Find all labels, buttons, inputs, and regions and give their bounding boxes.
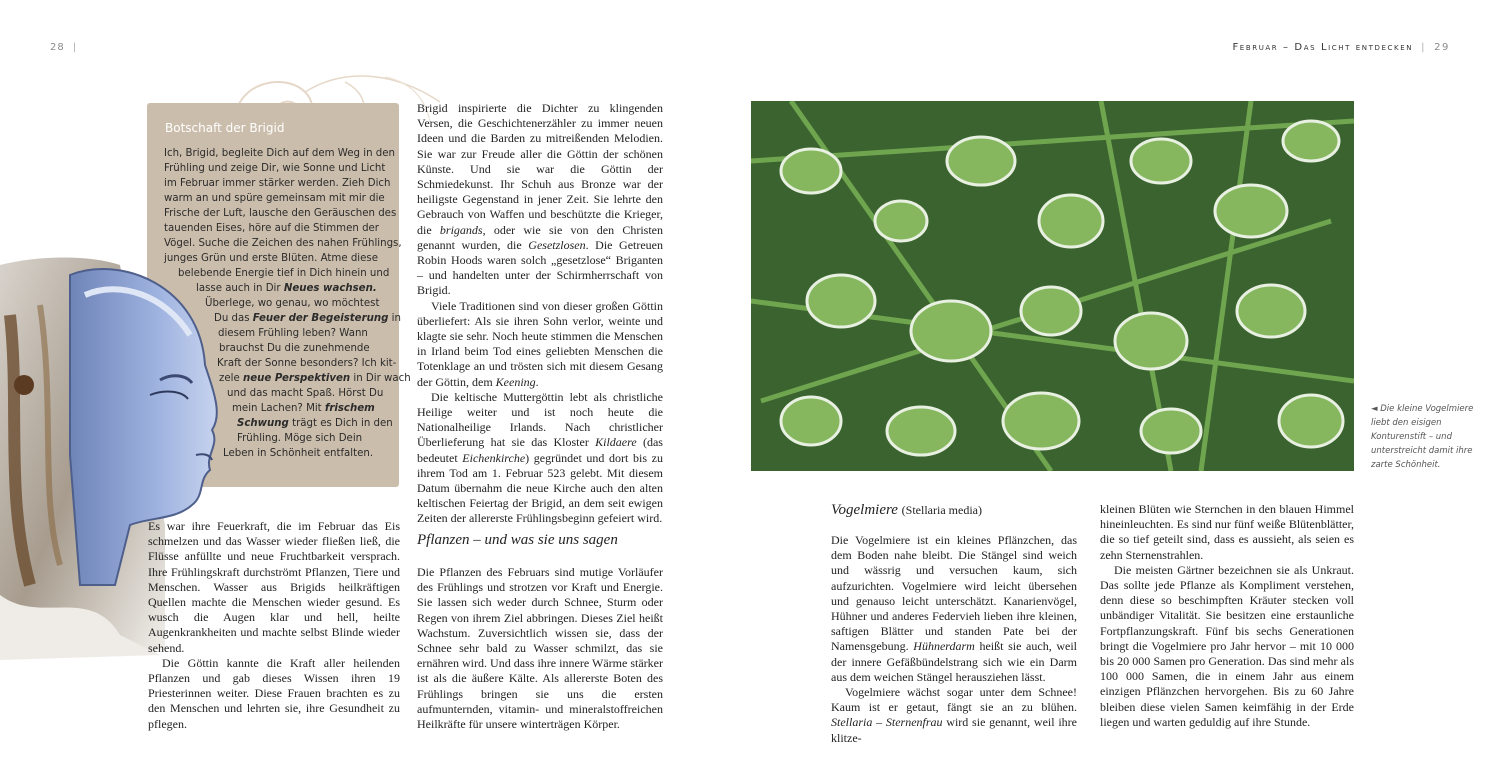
chapter-title: Februar – Das Licht entdecken	[1232, 42, 1414, 53]
photo-caption: ◄ Die kleine Vogelmiere liebt den eisigen Konturenstift – und unterstreicht damit ihre zarte Schönheit.	[1371, 404, 1474, 470]
callout-line: lasse auch in Dir Neues wachsen.	[196, 283, 377, 294]
paragraph: Die Vogelmiere ist ein kleines Pflänzchen, das dem Boden nahe bleibt. Die Stängel sind weich und wässrig und versuchen kaum, sich aufzurichten. Vogelmiere wird leicht übersehen und genauso leicht unterschätzt. Kanarienvögel, Hühner und anderes Federvieh lieben ihre kleinen, saftigen Blätter und standen Pate bei der Namensgebung. Hühnerdarm heißt sie auch, weil der innere Gefäßbündelstrang sich wie ein Darm aus dem weichen Stängel herausziehen lässt.	[831, 533, 1077, 684]
callout-line: mein Lachen? Mit frischem	[232, 403, 375, 414]
callout-line: Überlege, wo genau, wo möchtest	[205, 298, 380, 309]
callout-line: Frische der Luft, lausche den Geräuschen des	[164, 208, 397, 219]
callout-line: Ich, Brigid, begleite Dich auf dem Weg in den	[164, 148, 395, 159]
callout-line: zele neue Perspektiven in Dir wach	[219, 373, 411, 384]
running-header: Februar – Das Licht entdecken | 29	[1232, 42, 1450, 53]
callout-line: warm an und spüre gemeinsam mit mir die	[164, 193, 385, 204]
callout-line: Leben in Schönheit entfalten.	[223, 448, 374, 459]
callout-line: im Februar immer stärker werden. Zieh Dich	[164, 178, 391, 189]
paragraph: Die Göttin kannte die Kraft aller heilenden Pflanzen und gab dieses Wissen ihren 19 Priesterinnen weiter. Diese Frauen brachten es zu den Menschen und lehrten sie, ihre Gesundheit zu pflegen.	[148, 655, 400, 731]
callout-title: Botschaft der Brigid	[165, 121, 285, 135]
paragraph: Brigid inspirierte die Dichter zu klingenden Versen, die Geschichtenerzähler zu immer neuen Ideen und die Barden zu mitreißenden Melodien. Sie war zur Freude aller die Göttin der schönen Künste. Und sie war die Göttin der Schmiedekunst. Ihr Schuh aus Bronze war der heiligste Gegenstand in jener Zeit. Sie lehrte den Gebrauch von Waffen und beschützte die Krieger, die brigands, oder wie sie von den Christen genannt wurden, die Gesetzlosen. Die Getreuen Robin Hoods waren solch „gesetzlose“ Briganten – und handelten unter der Schirmherrschaft von Brigid.	[417, 101, 663, 298]
left-page-number: 28 |	[50, 42, 78, 53]
paragraph: Die meisten Gärtner bezeichnen sie als Unkraut. Das sollte jede Pflanze als Kompliment verstehen, denn diese so beschimpften Kräuter stecken voll unbändiger Vitalität. Sie besitzen eine erstaunliche Fortpflanzungskraft. Fünf bis sechs Generationen bringt die Vogelmiere pro Jahr hervor – mit 10 000 bis 20 000 Samen pro Generation. Das sind mehr als 100 000 Samen, die in einem Jahr aus einem einzigen Pflänzchen hervorgehen. Bis zu 60 Jahre bleiben diese vielen Samen keimfähig in der Erde liegen und warten geduldig auf ihre Stunde.	[1100, 562, 1354, 729]
callout-line: Frühling. Möge sich Dein	[237, 433, 363, 444]
callout-line: Du das Feuer der Begeisterung in	[214, 313, 401, 324]
callout-line: belebende Energie tief in Dich hinein und	[178, 268, 390, 279]
callout-line: Schwung trägt es Dich in den	[237, 418, 393, 429]
callout-line: Kraft der Sonne besonders? Ich kit-	[217, 358, 397, 369]
paragraph: Viele Traditionen sind von dieser großen Göttin überliefert: Als sie ihren Sohn verlor, weinte und klagte sie sehr. Noch heute stimmen die Menschen in Irland beim Tod eines geliebten Menschen die Totenklage an und trösten sich mit diesem Gesang der Göttin, dem Keening.	[417, 298, 663, 389]
paragraph: kleinen Blüten wie Sternchen in den blauen Himmel hineinleuchten. Es sind nur fünf weiße Blütenblätter, die so tief geteilt sind, dass es aussieht, als seien es zehn Sternenstrahlen.	[1100, 502, 1354, 562]
callout-line: tauenden Eises, höre auf die Stimmen der	[164, 223, 379, 234]
callout-line: und das macht Spaß. Hörst Du	[227, 388, 384, 399]
paragraph: Die keltische Muttergöttin lebt als christliche Heilige weiter und ist noch heute die Nationalheilige Irlands. Nach christlicher Überlieferung hat sie das Kloster Kildaere (das bedeutet Eichenkirche) gegründet und dort bis zu ihrem Tod am 1. Februar 523 gelebt. Mit diesem Datum übernahm die neue Kirche auch den alten keltischen Feiertag der Brigid, an dem seit ewigen Zeiten der allererste Frühlingsbeginn gefeiert wird.	[417, 389, 663, 526]
vogelmiere-text-col1	[831, 533, 1077, 746]
callout-line: brauchst Du die zunehmende	[219, 343, 370, 354]
middle-body-text	[417, 101, 663, 527]
vogelmiere-text-col2	[1100, 502, 1354, 730]
paragraph: Es war ihre Feuerkraft, die im Februar das Eis schmelzen und das Wasser wieder fließen ließ, die Flüsse anfüllte und neue Fruchtbarkeit versprach. Ihre Frühlingskraft durchströmt Pflanzen, Tiere und Menschen. Wasser aus Brigids heilkräftigen Quellen machte die Menschen wieder gesund. Es wusch die Augen klar und hell, heilte Augenkrankheiten und machte selbst Blinde wieder sehend.	[148, 519, 400, 655]
callout-text	[0, 146, 411, 461]
callout-line: Frühling und zeige Dir, wie Sonne und Licht	[164, 163, 386, 174]
callout-line: Vögel. Suche die Zeichen des nahen Frühlings,	[164, 238, 402, 249]
section-heading-plants: Pflanzen – und was sie uns sagen	[417, 532, 618, 548]
paragraph: Vogelmiere wächst sogar unter dem Schnee! Kaum ist er getaut, fängt sie an zu blühen. Stellaria – Sternenfrau wird sie genannt, weil ihre klitze-	[831, 685, 1077, 745]
callout-line: junges Grün und erste Blüten. Atme diese	[164, 253, 378, 264]
callout-line: diesem Frühling leben? Wann	[218, 328, 368, 339]
plants-body-text	[417, 565, 663, 732]
paragraph: Die Pflanzen des Februars sind mutige Vorläufer des Frühlings und strotzen vor Kraft und Energie. Sie lassen sich weder durch Schnee, Sturm oder Regen von ihrem Ziel abbringen. Dieses Ziel heißt Wachstum. Zuversichtlich wissen sie, dass der Schnee sehr bald zu Wasser schmilzt, das sie ernähren wird. Und dass ihre innere Wärme stärker ist als die äußere Kälte. Als allererste Boten des Frühlings bringen sie uns die ersten aufmunternden, vitamin- und mineralstoffreichen Heilkräfte für unsere winterträgen Körper.	[417, 565, 663, 732]
left-body-text	[148, 519, 400, 732]
right-page-number: 29	[1434, 42, 1450, 53]
section-heading-vogelmiere: Vogelmiere (Stellaria media)	[831, 502, 982, 518]
chickweed-frost-photo	[751, 101, 1354, 471]
